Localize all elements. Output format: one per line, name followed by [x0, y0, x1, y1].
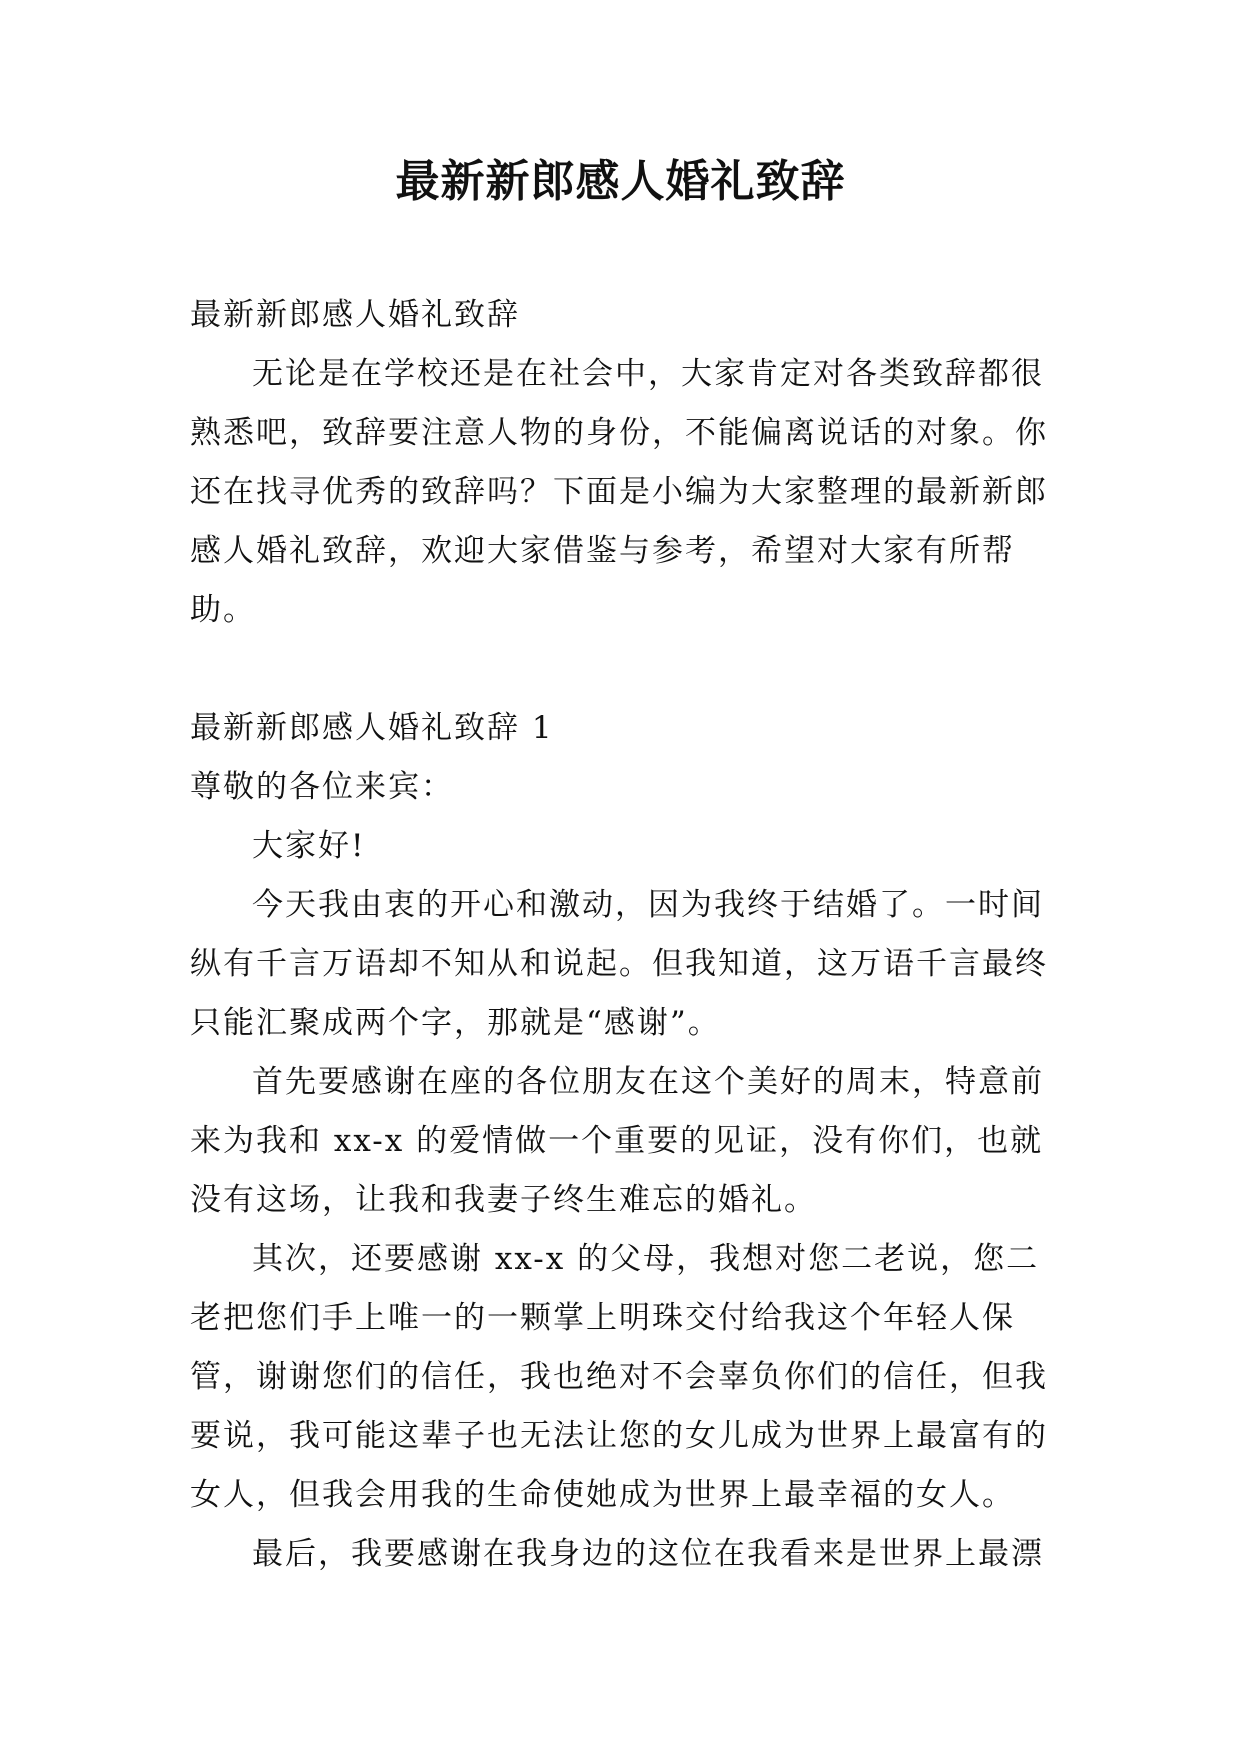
section-heading: 最新新郎感人婚礼致辞 1 [190, 710, 554, 746]
greeting: 大家好! [252, 828, 366, 864]
paragraph-thanks-friends: 首先要感谢在座的各位朋友在这个美好的周末，特意前来为我和 xx-x 的爱情做一个重要的见证，没有你们，也就没有这场，让我和我妻子终生难忘的婚礼。 [190, 1064, 1044, 1218]
salutation: 尊敬的各位来宾： [190, 769, 454, 805]
paragraph-thanks-parents: 其次，还要感谢 xx-x 的父母，我想对您二老说，您二老把您们手上唯一的一颗掌上明珠交付给我这个年轻人保管，谢谢您们的信任，我也绝对不会辜负你们的信任，但我要说，我可能这辈子也无法让您的女儿成为世界上最富有的女人，但我会用我的生命使她成为世界上最幸福的女人。 [190, 1241, 1048, 1513]
document-body [190, 286, 1052, 1584]
intro-paragraph: 无论是在学校还是在社会中，大家肯定对各类致辞都很熟悉吧，致辞要注意人物的身份，不能偏离说话的对象。你还在找寻优秀的致辞吗？下面是小编为大家整理的最新新郎感人婚礼致辞，欢迎大家借鉴与参考，希望对大家有所帮助。 [190, 356, 1048, 628]
subtitle-paragraph: 最新新郎感人婚礼致辞 [190, 297, 520, 333]
paragraph-thanks-bride: 最后，我要感谢在我身边的这位在我看来是世界上最漂 [252, 1536, 1044, 1572]
paragraph-gratitude: 今天我由衷的开心和激动，因为我终于结婚了。一时间纵有千言万语却不知从和说起。但我知道，这万语千言最终只能汇聚成两个字，那就是“感谢”。 [190, 887, 1048, 1041]
document-title: 最新新郎感人婚礼致辞 [395, 156, 846, 207]
